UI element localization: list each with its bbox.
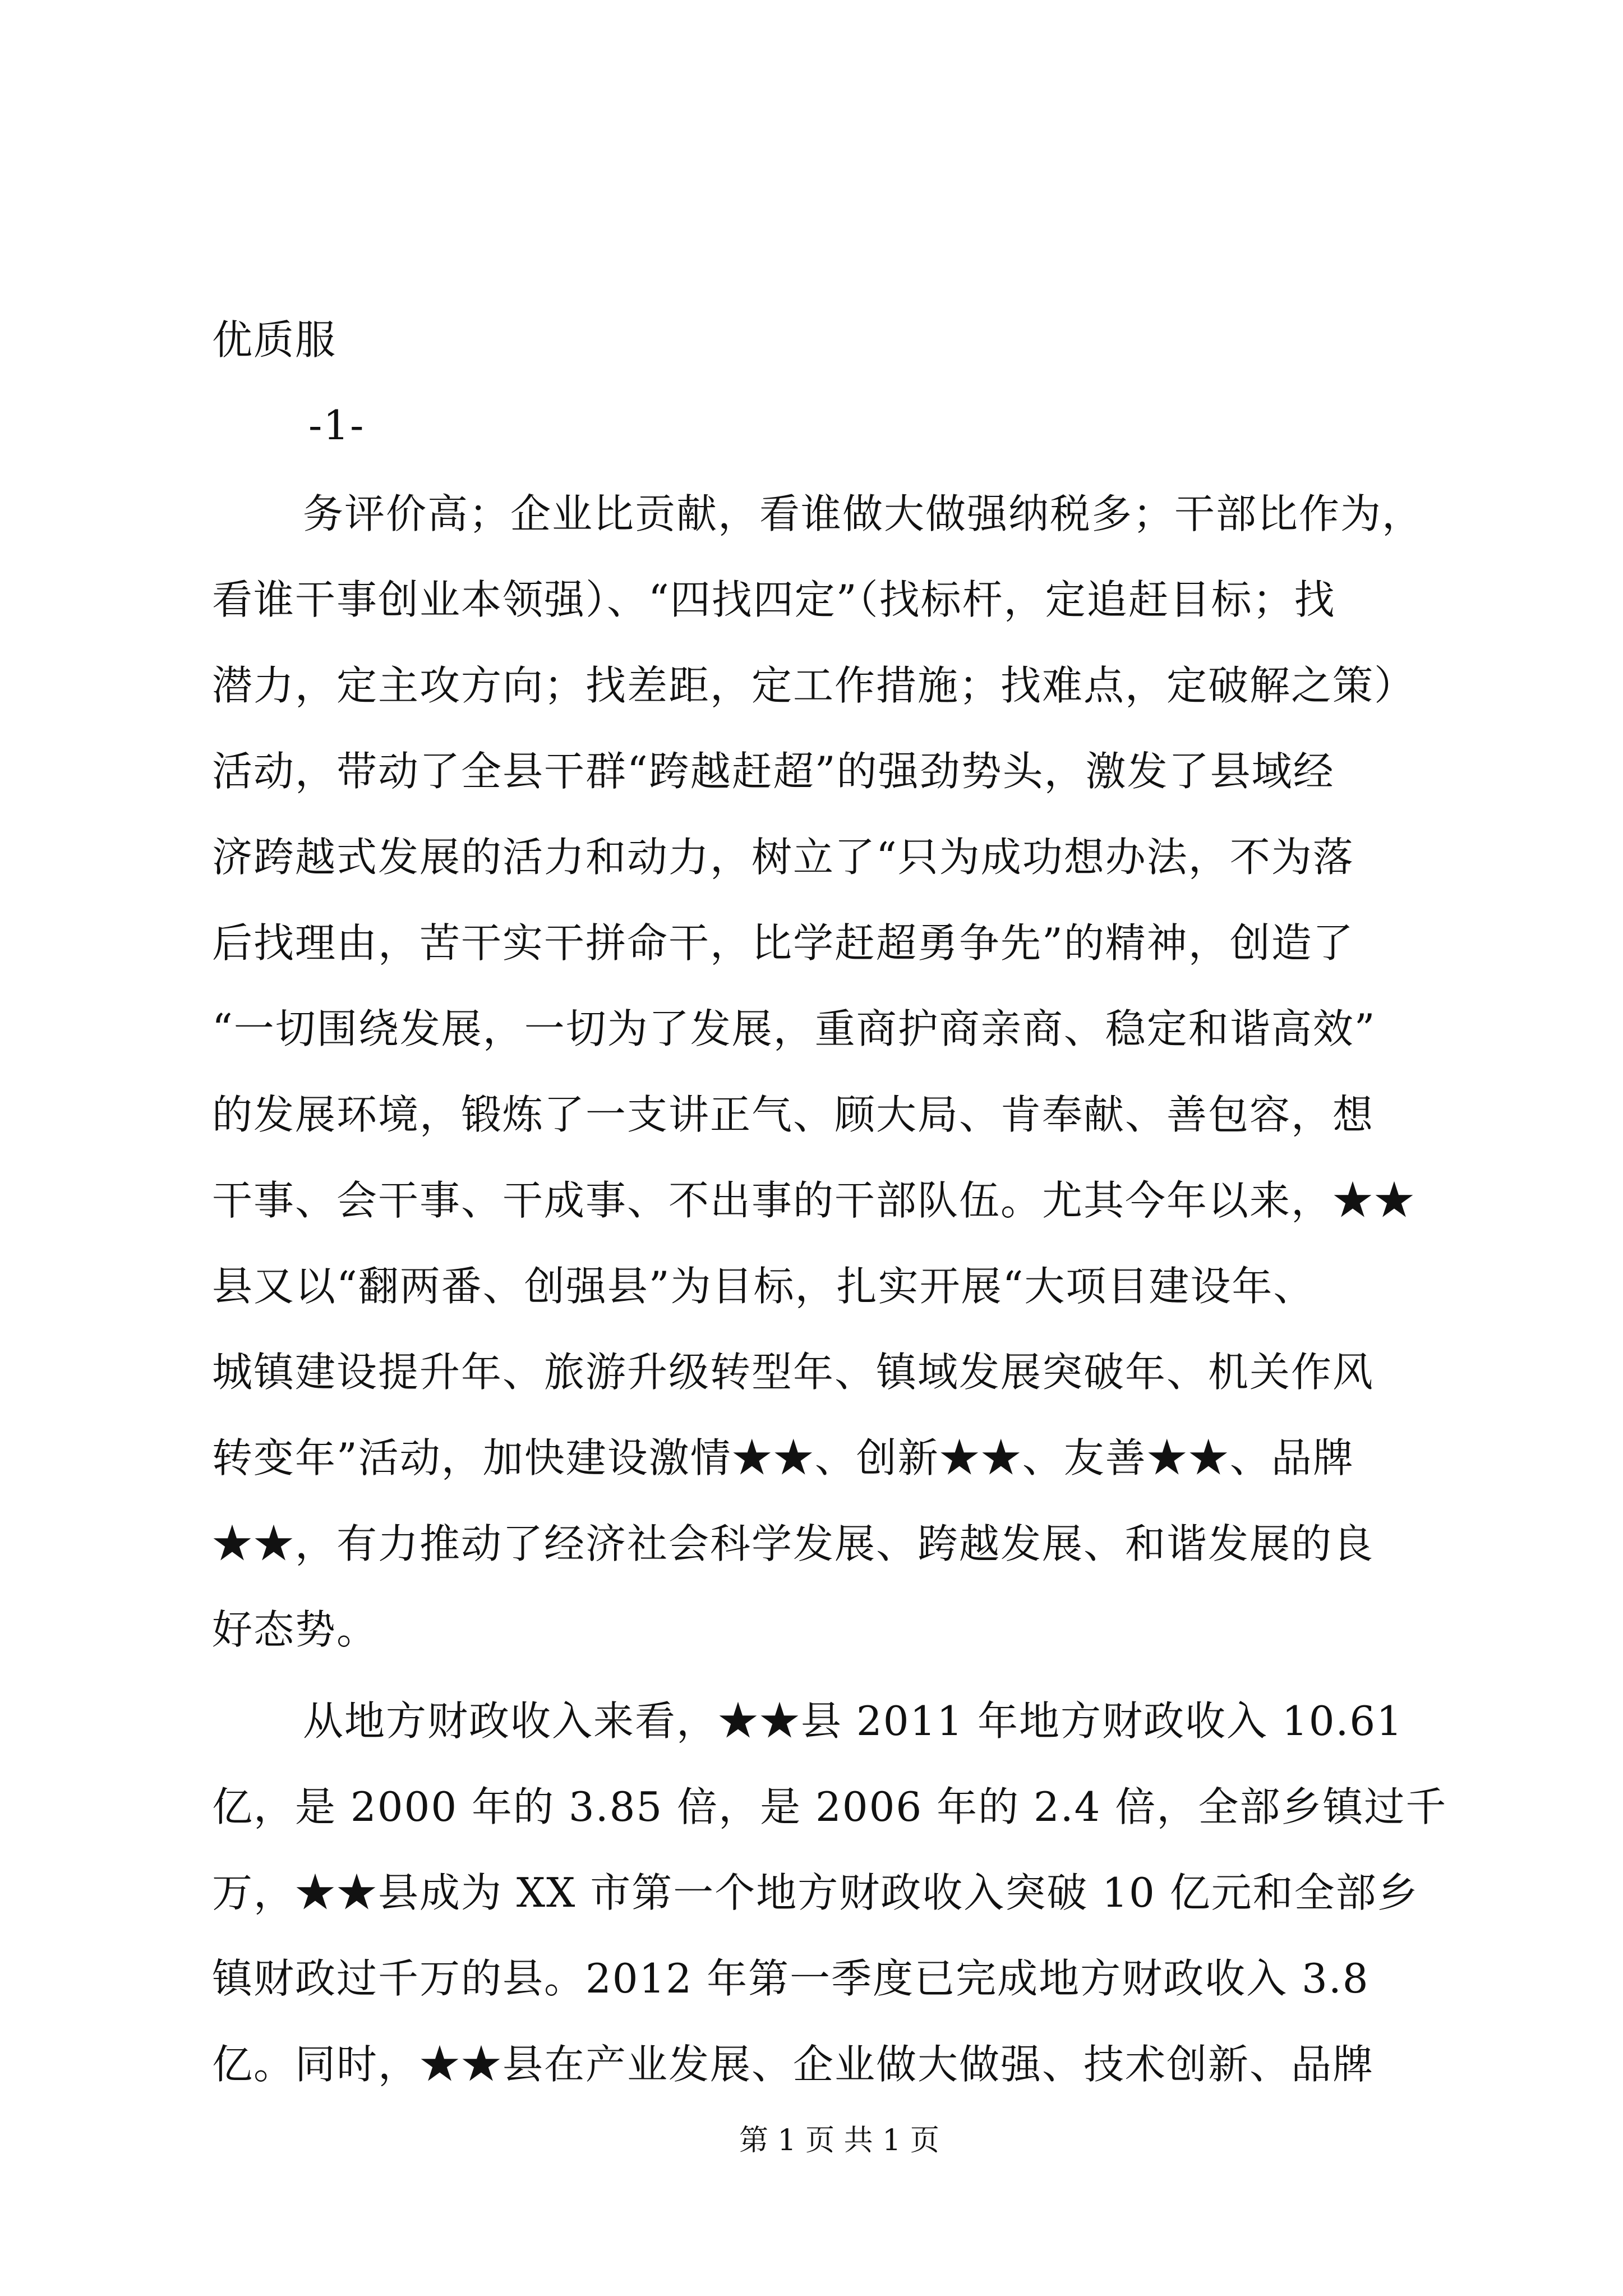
paragraph-line: 务评价高；企业比贡献，看谁做大做强纳税多；干部比作为， bbox=[303, 490, 1424, 537]
paragraph-line: 干事、会干事、干成事、不出事的干部队伍。尤其今年以来，★★ bbox=[212, 1177, 1416, 1224]
page-footer: 第 1 页 共 1 页 bbox=[739, 2124, 939, 2157]
paragraph-line: “一切围绕发展，一切为了发展，重商护商亲商、稳定和谐高效” bbox=[212, 1005, 1376, 1052]
paragraph-line: 亿，是 2000 年的 3.85 倍，是 2006 年的 2.4 倍，全部乡镇过千 bbox=[212, 1783, 1447, 1830]
paragraph-line: 镇财政过千万的县。2012 年第一季度已完成地方财政收入 3.8 bbox=[212, 1955, 1370, 2002]
page-marker: -1- bbox=[308, 402, 365, 449]
paragraph-line: 活动，带动了全县干群“跨越赶超”的强劲势头，激发了县域经 bbox=[212, 748, 1335, 795]
paragraph-line: 看谁干事创业本领强）、“四找四定”（找标杆，定追赶目标；找 bbox=[212, 576, 1336, 623]
paragraph-line: 亿。同时，★★县在产业发展、企业做大做强、技术创新、品牌 bbox=[212, 2041, 1375, 2088]
paragraph-line: 从地方财政收入来看，★★县 2011 年地方财政收入 10.61 bbox=[303, 1697, 1404, 1745]
paragraph-line: 好态势。 bbox=[212, 1606, 379, 1653]
paragraph-line: 万，★★县成为 XX 市第一个地方财政收入突破 10 亿元和全部乡 bbox=[212, 1869, 1419, 1916]
paragraph-line: 县又以“翻两番、创强县”为目标，扎实开展“大项目建设年、 bbox=[212, 1263, 1315, 1310]
paragraph-line: 后找理由，苦干实干拼命干，比学赶超勇争先”的精神，创造了 bbox=[212, 919, 1354, 967]
paragraph-line: 的发展环境，锻炼了一支讲正气、顾大局、肯奉献、善包容，想 bbox=[212, 1091, 1375, 1138]
paragraph-line: 济跨越式发展的活力和动力，树立了“只为成功想办法，不为落 bbox=[212, 834, 1354, 881]
top-fragment: 优质服 bbox=[212, 316, 337, 364]
paragraph-line: 城镇建设提升年、旅游升级转型年、镇域发展突破年、机关作风 bbox=[212, 1349, 1375, 1396]
paragraph-line: 转变年”活动，加快建设激情★★、创新★★、友善★★、品牌 bbox=[212, 1434, 1354, 1481]
paragraph-line: 潜力，定主攻方向；找差距，定工作措施；找难点，定破解之策） bbox=[212, 662, 1416, 709]
paragraph-line: ★★，有力推动了经济社会科学发展、跨越发展、和谐发展的良 bbox=[212, 1520, 1375, 1567]
